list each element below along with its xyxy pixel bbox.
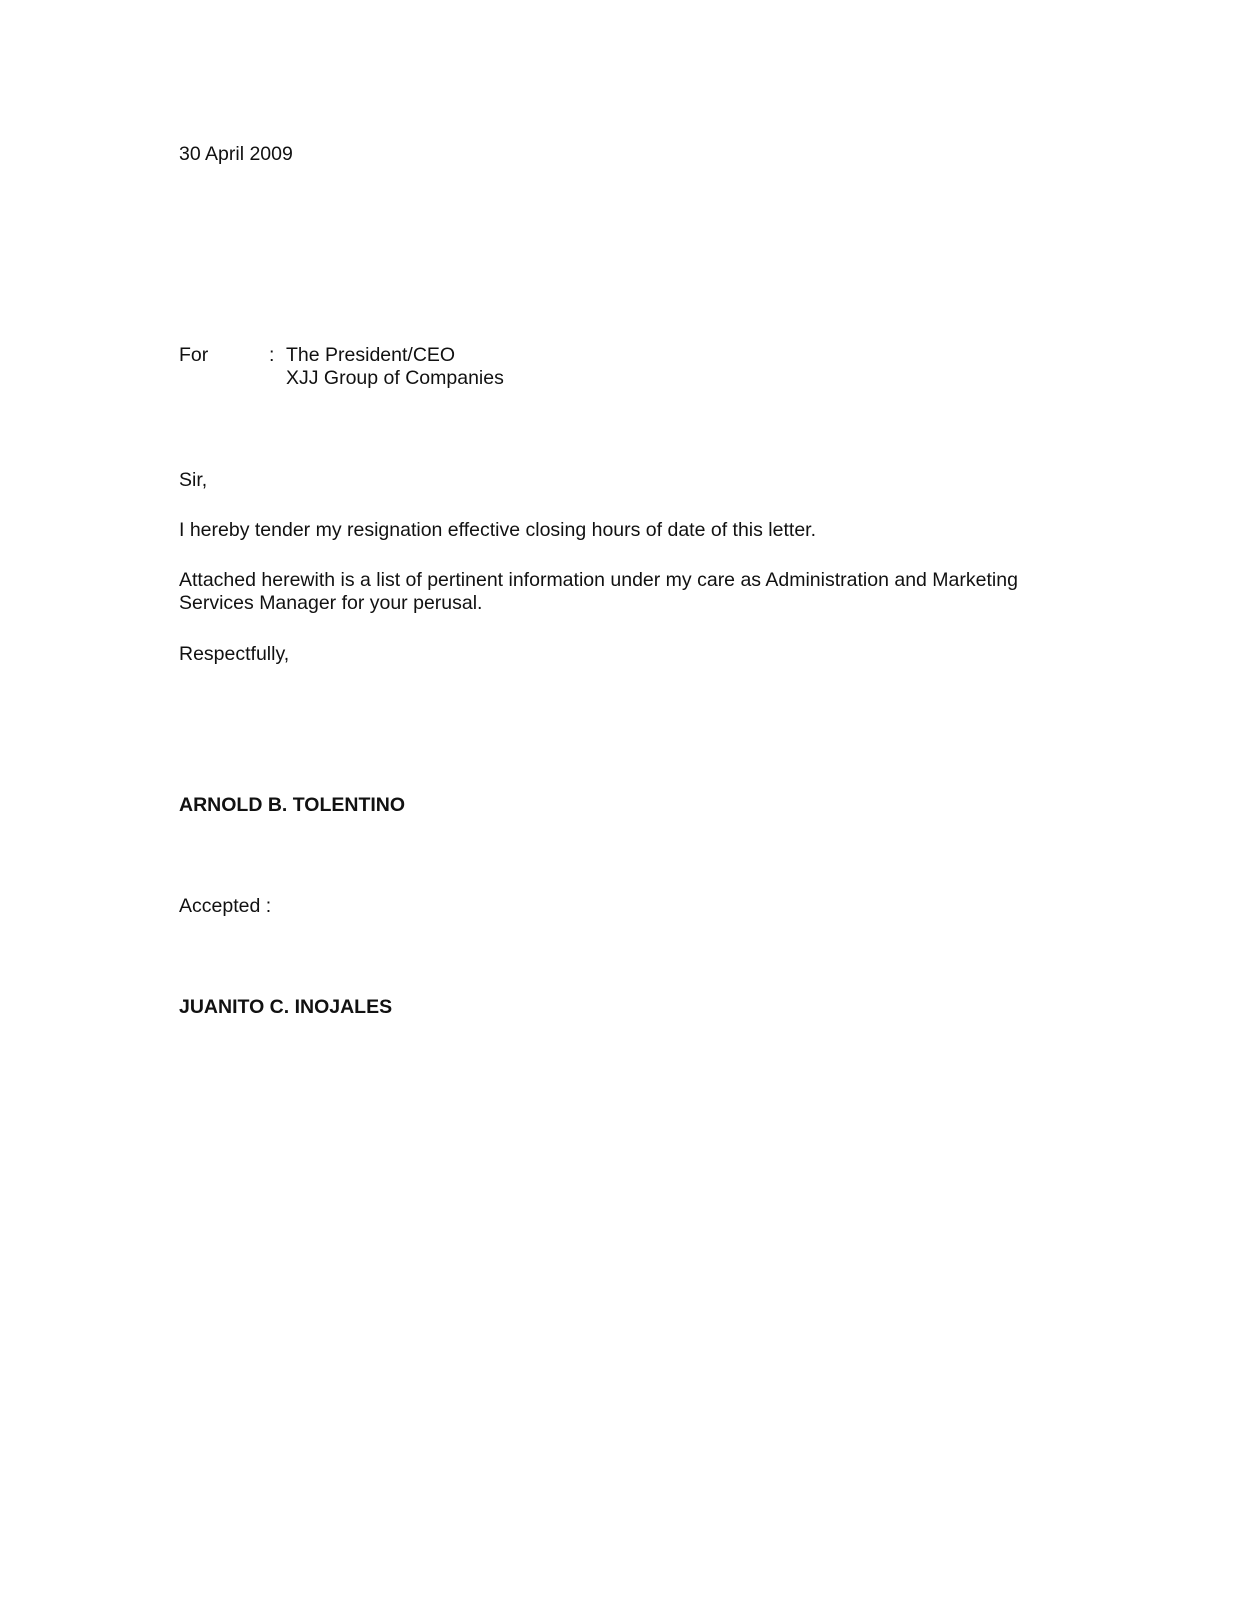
acceptor-name: JUANITO C. INOJALES	[179, 996, 393, 1018]
body-paragraph-1: I hereby tender my resignation effective closing hours of date of this letter.	[179, 519, 816, 541]
recipient-organization: XJJ Group of Companies	[286, 367, 504, 389]
recipient-label: For	[179, 344, 209, 366]
accepted-label: Accepted :	[179, 895, 272, 917]
closing: Respectfully,	[179, 643, 290, 665]
body-paragraph-2-line-1: Attached herewith is a list of pertinent information under my care as Administration and Marketing	[179, 569, 1018, 591]
salutation: Sir,	[179, 469, 208, 491]
recipient-title: The President/CEO	[286, 344, 456, 366]
signatory-name: ARNOLD B. TOLENTINO	[179, 794, 406, 816]
body-paragraph-2-line-2: Services Manager for your perusal.	[179, 592, 483, 614]
recipient-colon: :	[269, 344, 275, 366]
recipient-values	[286, 344, 504, 390]
letter-date: 30 April 2009	[179, 143, 293, 165]
